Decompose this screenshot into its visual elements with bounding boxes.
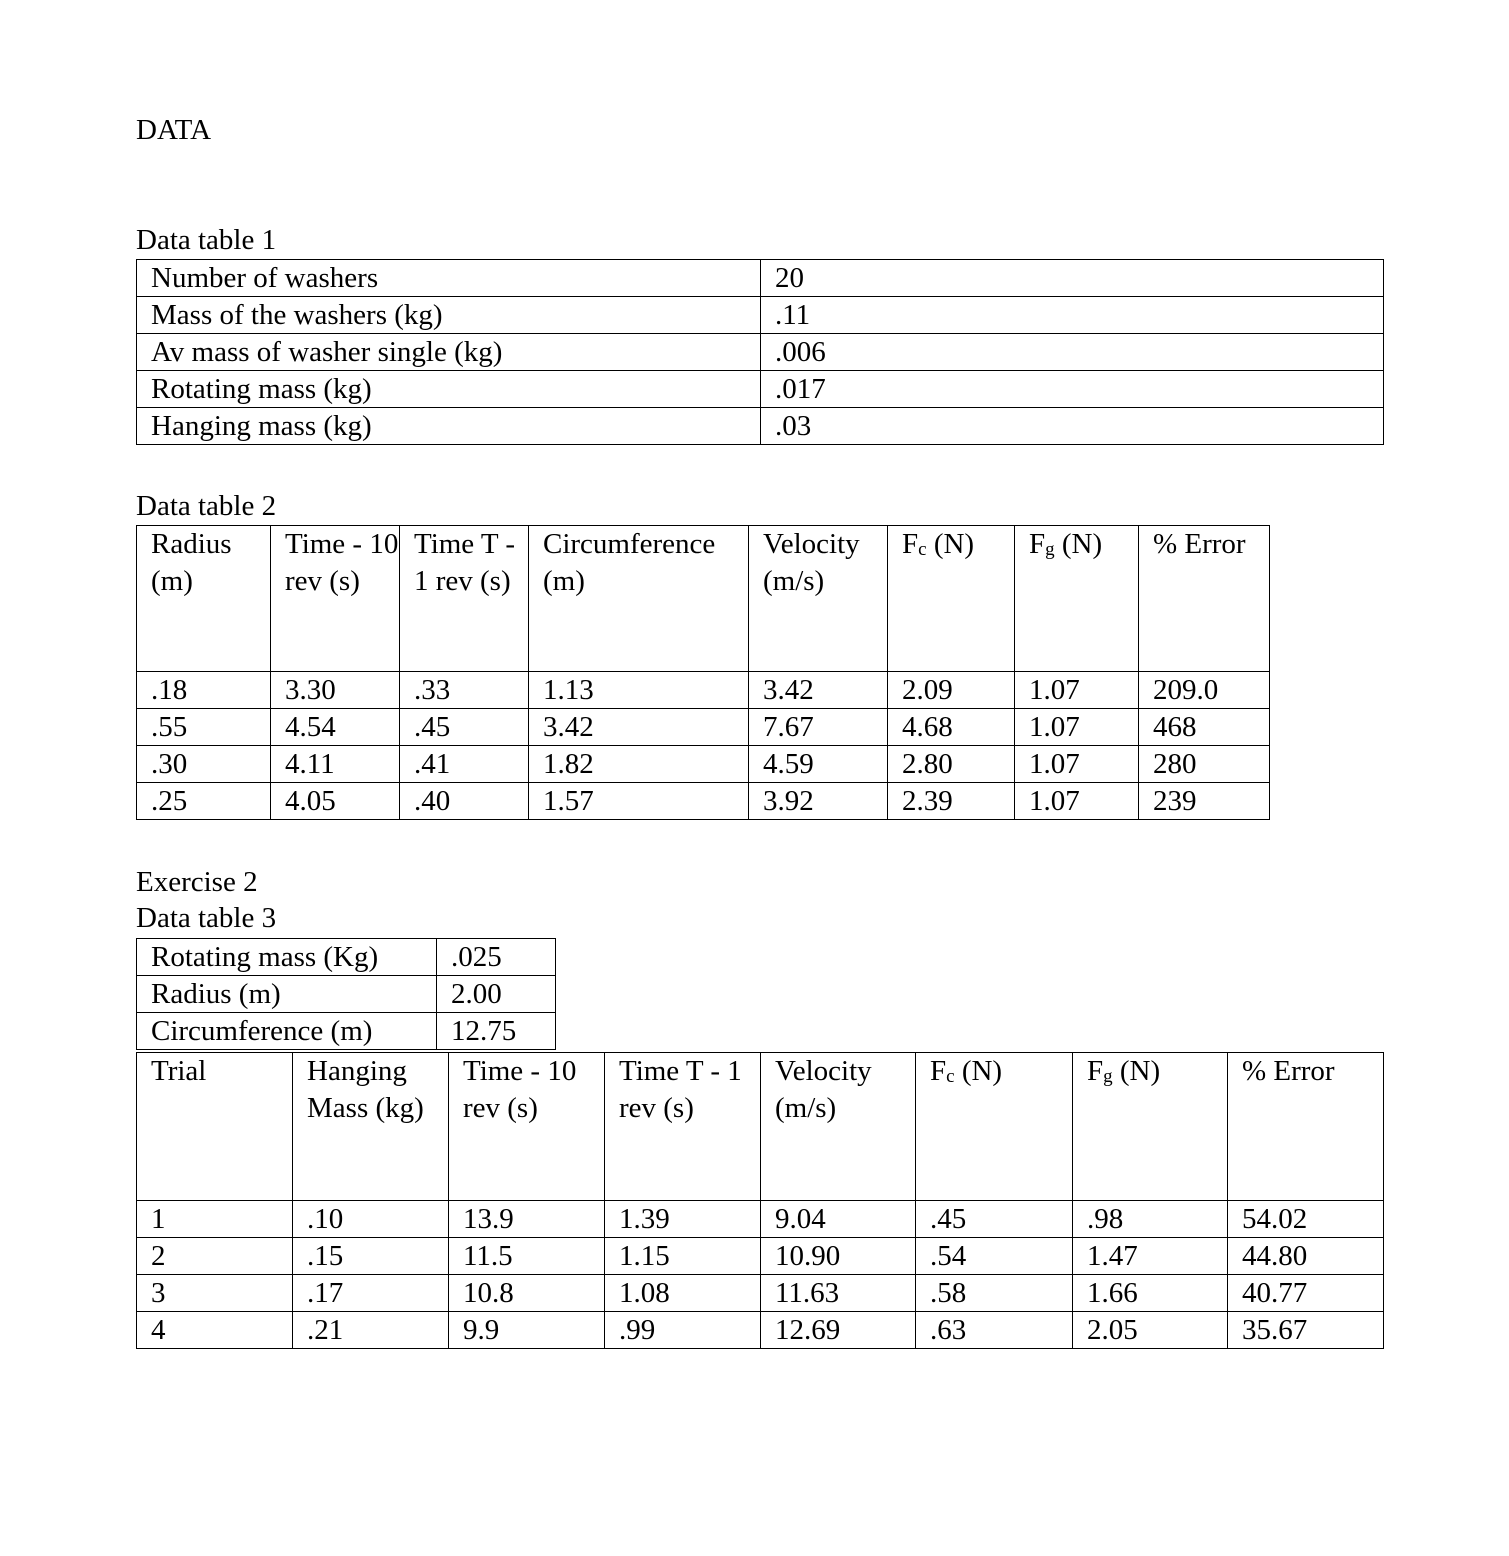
table3-caption: Data table 3 <box>136 902 277 934</box>
table-cell: .41 <box>400 746 529 783</box>
col-header-time-10-rev: Time - 10 rev (s) <box>271 526 400 672</box>
col-header-fg: Fg (N) <box>1015 526 1139 672</box>
col-header-error: % Error <box>1228 1053 1384 1201</box>
param-value: 12.75 <box>437 1013 556 1050</box>
data-table-3-params <box>136 938 556 1050</box>
table1-label: Rotating mass (kg) <box>137 371 761 408</box>
data-table-2 <box>136 525 1270 820</box>
table-header-row <box>137 526 1270 672</box>
col-header-velocity: Velocity (m/s) <box>761 1053 916 1201</box>
col-header-time-10-rev: Time - 10 rev (s) <box>449 1053 605 1201</box>
table-cell: .15 <box>293 1238 449 1275</box>
table-cell: .21 <box>293 1312 449 1349</box>
param-label: Rotating mass (Kg) <box>137 939 437 976</box>
table-cell: 3 <box>137 1275 293 1312</box>
table-row <box>137 334 1384 371</box>
table-cell: .99 <box>605 1312 761 1349</box>
col-header-time-1-rev: Time T - 1 rev (s) <box>400 526 529 672</box>
col-header-time-1-rev: Time T - 1 rev (s) <box>605 1053 761 1201</box>
table-cell: 9.04 <box>761 1201 916 1238</box>
table-cell: 1.82 <box>529 746 749 783</box>
table-cell: 280 <box>1139 746 1270 783</box>
table1-caption: Data table 1 <box>136 224 277 256</box>
table-cell: 40.77 <box>1228 1275 1384 1312</box>
table-cell: 9.9 <box>449 1312 605 1349</box>
table-cell: .45 <box>400 709 529 746</box>
table1-value: .03 <box>761 408 1384 445</box>
table-cell: 13.9 <box>449 1201 605 1238</box>
col-header-hanging-mass: Hanging Mass (kg) <box>293 1053 449 1201</box>
table-cell: 1.39 <box>605 1201 761 1238</box>
table-row <box>137 297 1384 334</box>
table-row <box>137 1238 1384 1275</box>
table-cell: 2.39 <box>888 783 1015 820</box>
param-value: .025 <box>437 939 556 976</box>
col-header-trial: Trial <box>137 1053 293 1201</box>
table-cell: .63 <box>916 1312 1073 1349</box>
table-cell: 44.80 <box>1228 1238 1384 1275</box>
table-row <box>137 1275 1384 1312</box>
data-table-1 <box>136 259 1384 445</box>
table-cell: 4 <box>137 1312 293 1349</box>
table1-value: 20 <box>761 260 1384 297</box>
table-cell: 3.42 <box>529 709 749 746</box>
table1-value: .017 <box>761 371 1384 408</box>
table-row <box>137 939 556 976</box>
table-cell: 10.90 <box>761 1238 916 1275</box>
table1-label: Hanging mass (kg) <box>137 408 761 445</box>
table-cell: 1.08 <box>605 1275 761 1312</box>
table-cell: .58 <box>916 1275 1073 1312</box>
col-header-circumference: Circumference (m) <box>529 526 749 672</box>
table-cell: 7.67 <box>749 709 888 746</box>
table-cell: 54.02 <box>1228 1201 1384 1238</box>
table-row <box>137 408 1384 445</box>
table-cell: 1.07 <box>1015 783 1139 820</box>
table-cell: 2.09 <box>888 672 1015 709</box>
table-cell: 1.07 <box>1015 709 1139 746</box>
page-heading: DATA <box>136 114 212 146</box>
table-row <box>137 783 1270 820</box>
table-cell: 3.42 <box>749 672 888 709</box>
col-header-fc: Fc (N) <box>916 1053 1073 1201</box>
table-row <box>137 746 1270 783</box>
table-cell: 11.63 <box>761 1275 916 1312</box>
param-label: Radius (m) <box>137 976 437 1013</box>
table-cell: 468 <box>1139 709 1270 746</box>
col-header-fc: Fc (N) <box>888 526 1015 672</box>
table-cell: 2.80 <box>888 746 1015 783</box>
table1-label: Av mass of washer single (kg) <box>137 334 761 371</box>
table-cell: .55 <box>137 709 271 746</box>
table-cell: .18 <box>137 672 271 709</box>
param-value: 2.00 <box>437 976 556 1013</box>
table-header-row <box>137 1053 1384 1201</box>
exercise2-title: Exercise 2 <box>136 866 258 898</box>
table-row <box>137 976 556 1013</box>
table1-label: Mass of the washers (kg) <box>137 297 761 334</box>
table-cell: 10.8 <box>449 1275 605 1312</box>
table-cell: 4.68 <box>888 709 1015 746</box>
table-cell: 1.15 <box>605 1238 761 1275</box>
table-row <box>137 371 1384 408</box>
table-cell: .17 <box>293 1275 449 1312</box>
table-cell: 4.05 <box>271 783 400 820</box>
table-cell: 2.05 <box>1073 1312 1228 1349</box>
table-cell: 4.11 <box>271 746 400 783</box>
table-cell: 1.57 <box>529 783 749 820</box>
table-cell: 3.30 <box>271 672 400 709</box>
table-cell: 2 <box>137 1238 293 1275</box>
col-header-error: % Error <box>1139 526 1270 672</box>
table-cell: .45 <box>916 1201 1073 1238</box>
table-row <box>137 672 1270 709</box>
table-cell: 1.13 <box>529 672 749 709</box>
col-header-radius: Radius (m) <box>137 526 271 672</box>
table-row <box>137 709 1270 746</box>
param-label: Circumference (m) <box>137 1013 437 1050</box>
table-cell: 4.59 <box>749 746 888 783</box>
table-row <box>137 1013 556 1050</box>
table-row <box>137 1312 1384 1349</box>
table1-value: .006 <box>761 334 1384 371</box>
table-cell: 1.47 <box>1073 1238 1228 1275</box>
table-cell: .25 <box>137 783 271 820</box>
table1-label: Number of washers <box>137 260 761 297</box>
data-table-3-trials <box>136 1052 1384 1349</box>
table-cell: .30 <box>137 746 271 783</box>
table-row <box>137 260 1384 297</box>
table-cell: 1.07 <box>1015 746 1139 783</box>
table-cell: .40 <box>400 783 529 820</box>
col-header-fg: Fg (N) <box>1073 1053 1228 1201</box>
table-cell: .54 <box>916 1238 1073 1275</box>
table-cell: .98 <box>1073 1201 1228 1238</box>
table-cell: 4.54 <box>271 709 400 746</box>
table2-caption: Data table 2 <box>136 490 277 522</box>
table-cell: 35.67 <box>1228 1312 1384 1349</box>
table-cell: 12.69 <box>761 1312 916 1349</box>
table-cell: .33 <box>400 672 529 709</box>
table-cell: 1.66 <box>1073 1275 1228 1312</box>
table-cell: 3.92 <box>749 783 888 820</box>
table-cell: 209.0 <box>1139 672 1270 709</box>
table-cell: 11.5 <box>449 1238 605 1275</box>
table-cell: 1.07 <box>1015 672 1139 709</box>
table-cell: 1 <box>137 1201 293 1238</box>
col-header-velocity: Velocity (m/s) <box>749 526 888 672</box>
table1-value: .11 <box>761 297 1384 334</box>
table-row <box>137 1201 1384 1238</box>
table-cell: .10 <box>293 1201 449 1238</box>
table-cell: 239 <box>1139 783 1270 820</box>
